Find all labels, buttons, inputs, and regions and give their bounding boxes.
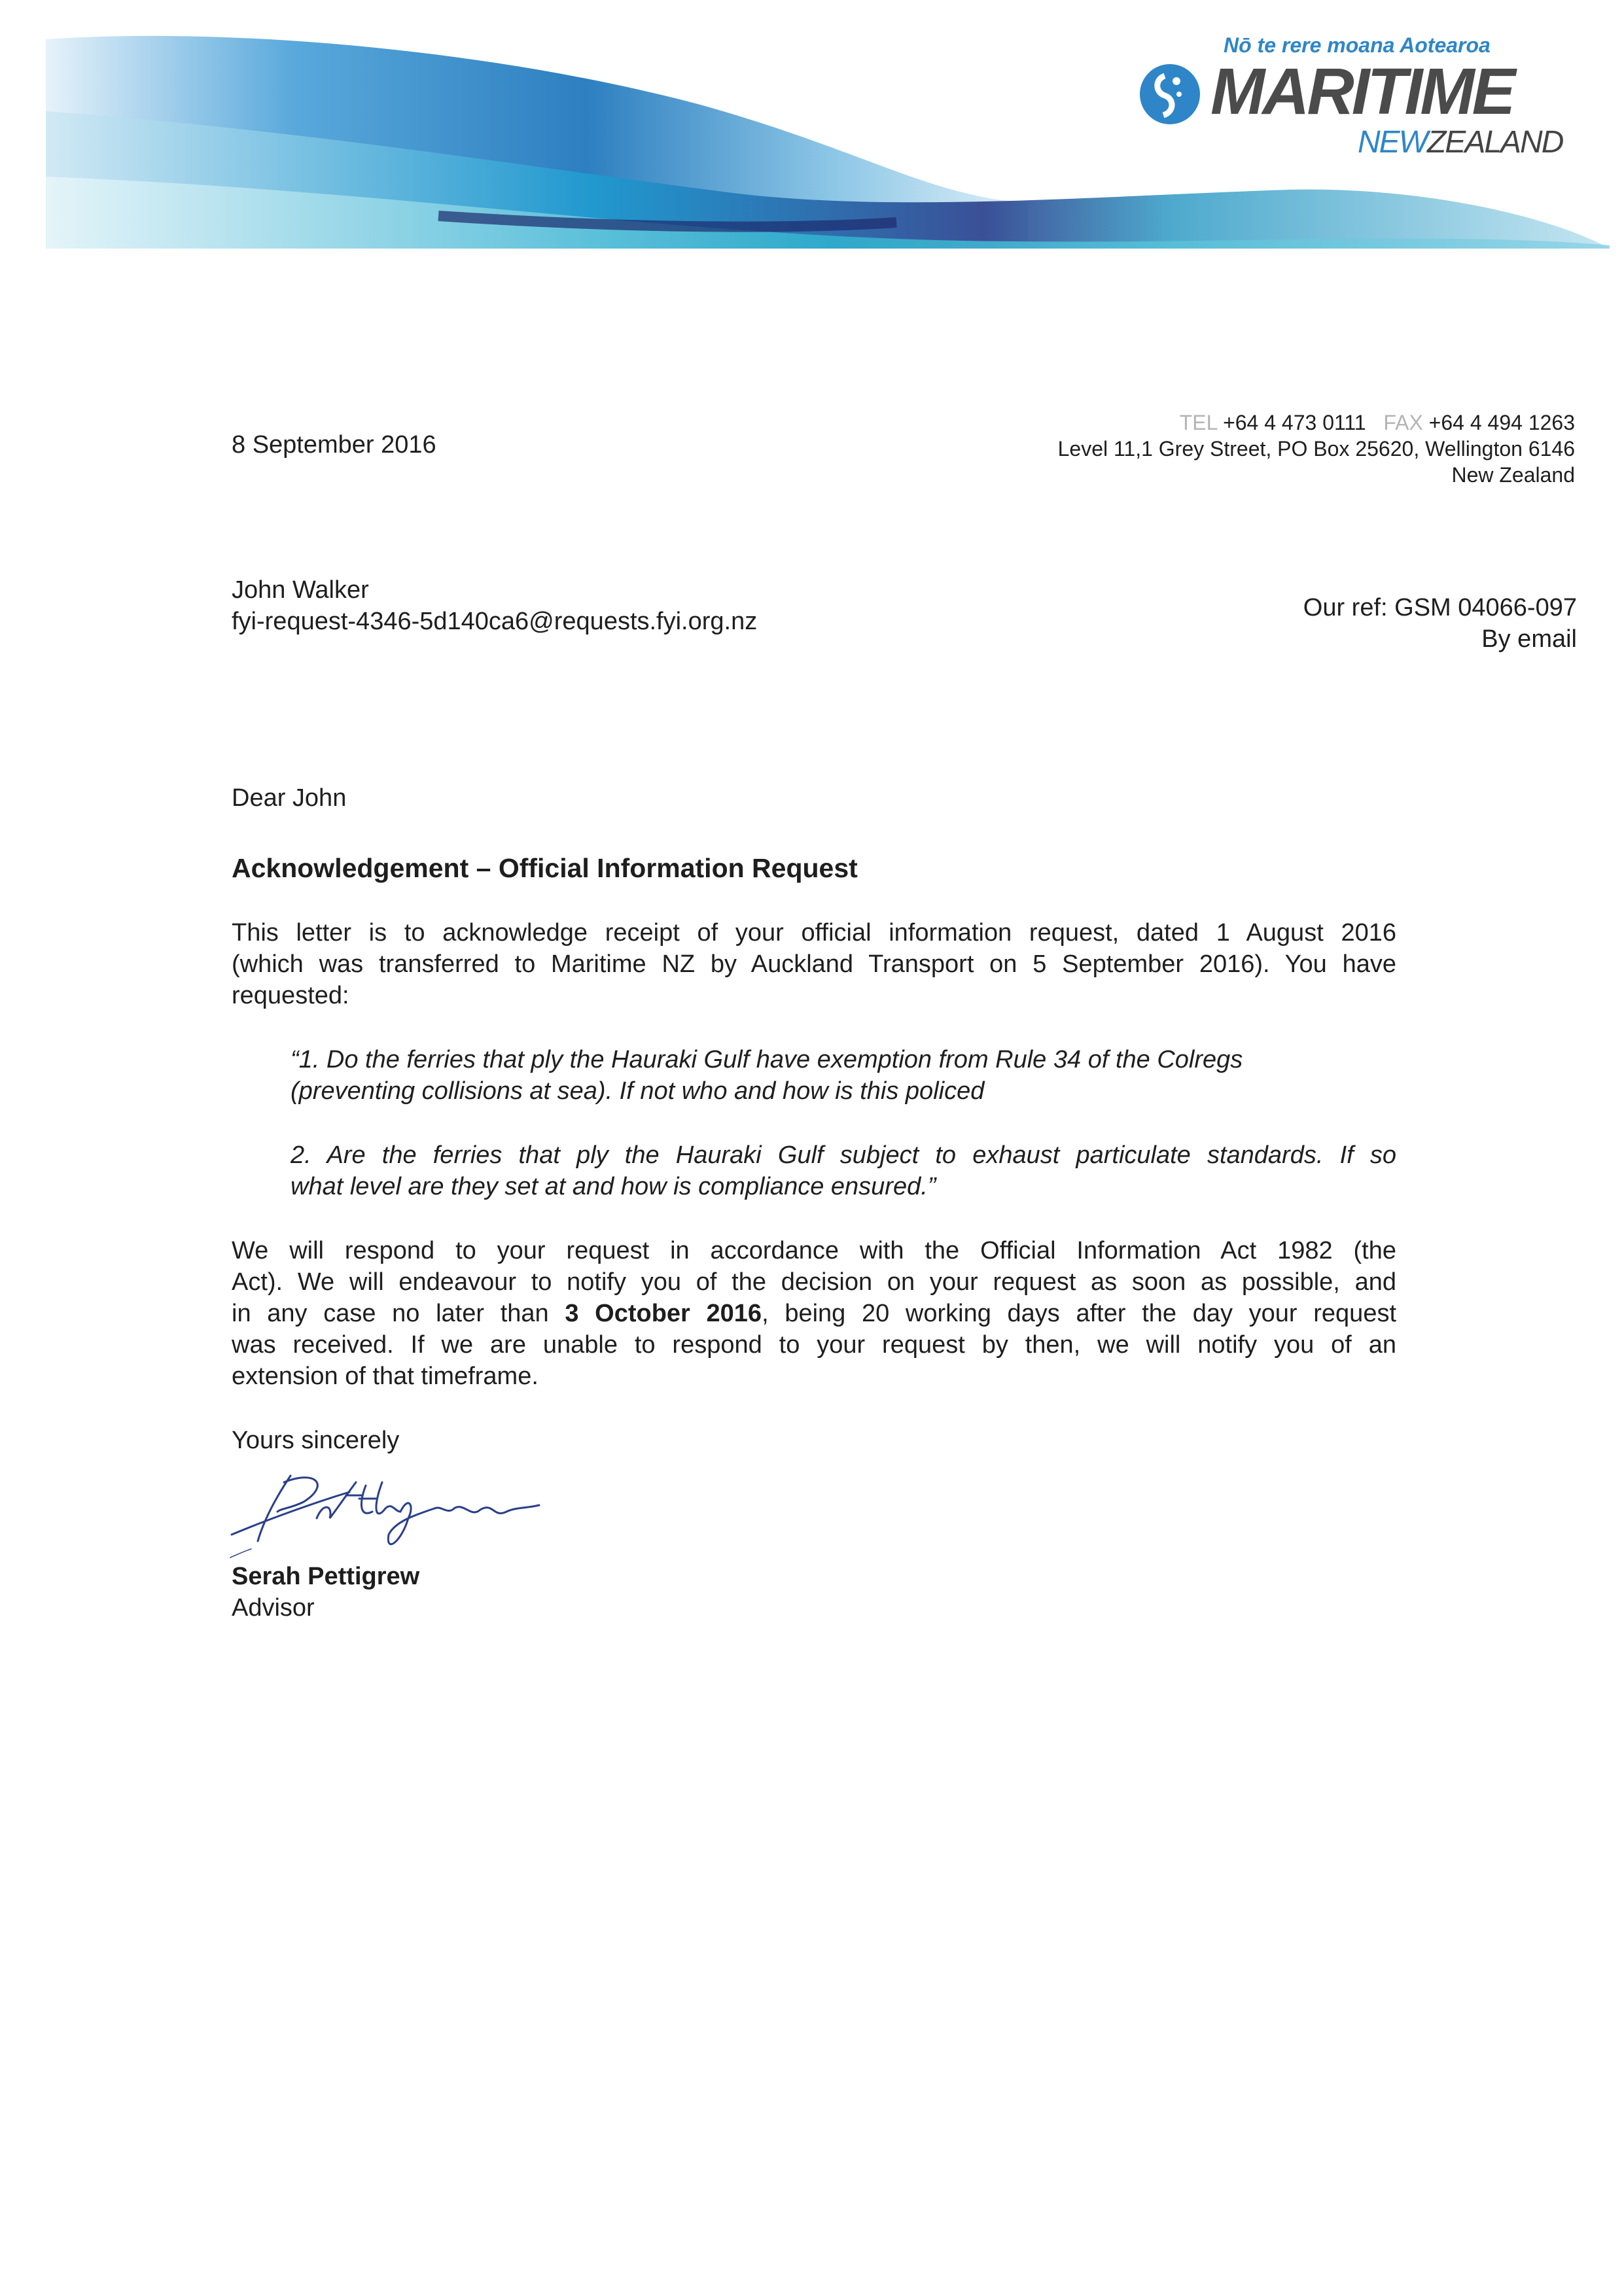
logo-sub-zealand: ZEALAND (1426, 125, 1563, 160)
quote2-line: 2. Are the ferries that ply the Hauraki Gulf subject to exhaust particulate standards. If so (291, 1141, 1396, 1169)
letter-date: 8 September 2016 (232, 431, 436, 459)
tel-label: TEL (1179, 411, 1218, 434)
para1-line: requested: (232, 982, 349, 1009)
letter-body (232, 782, 1396, 1624)
paragraph-2 (232, 1235, 1396, 1392)
recipient-email: fyi-request-4346-5d140ca6@requests.fyi.org.nz (232, 608, 758, 635)
contact-block (1058, 409, 1575, 488)
logo-wordmark: MARITIME (1210, 55, 1513, 128)
signer-title: Advisor (232, 1594, 315, 1622)
para2-line: Act). We will endeavour to notify you of the decision on your request as soon as possible, and (232, 1268, 1396, 1296)
delivery-method: By email (1481, 625, 1577, 653)
salutation: Dear John (232, 784, 347, 812)
reference-block (1303, 592, 1577, 655)
logo-subtitle (1358, 126, 1562, 160)
fax-label: FAX (1383, 411, 1423, 434)
logo-tagline: Nō te rere moana Aotearoa (1224, 33, 1491, 57)
para2-line (232, 1298, 1396, 1329)
signature (219, 1463, 572, 1561)
closing: Yours sincerely (232, 1427, 400, 1454)
logo (1210, 33, 1562, 160)
para2-line: was received. If we are unable to respond to your request by then, we will notify you of an (232, 1331, 1396, 1359)
our-ref: Our ref: GSM 04066-097 (1303, 594, 1577, 621)
recipient-name: John Walker (232, 576, 369, 604)
signer-block (232, 1561, 1396, 1624)
logo-emblem-icon (1139, 63, 1201, 126)
phone-line (1058, 409, 1575, 436)
signer-name: Serah Pettigrew (232, 1563, 420, 1590)
tel-number: +64 4 473 0111 (1223, 411, 1366, 434)
quote1-line: (preventing collisions at sea). If not who and how is this policed (291, 1077, 985, 1105)
para2-line3-post: , being 20 working days after the day your request (762, 1300, 1397, 1327)
paragraph-1 (232, 917, 1396, 1011)
quote-item-2 (291, 1139, 1396, 1202)
deadline-date: 3 October 2016 (565, 1300, 762, 1327)
fax-number: +64 4 494 1263 (1428, 411, 1575, 434)
letter-heading: Acknowledgement – Official Information Request (232, 853, 858, 883)
quote2-line: what level are they set at and how is compliance ensured.” (291, 1173, 936, 1200)
para1-line: This letter is to acknowledge receipt of your official information request, dated 1 August 2016 (232, 919, 1396, 947)
para2-line: extension of that timeframe. (232, 1363, 538, 1390)
address: Level 11,1 Grey Street, PO Box 25620, Wellington 6146 (1057, 437, 1575, 461)
quote-item-1 (291, 1044, 1396, 1107)
para1-line: (which was transferred to Maritime NZ by Auckland Transport on 5 September 2016). You have (232, 950, 1396, 978)
para2-line: We will respond to your request in accordance with the Official Information Act 1982 (the (232, 1237, 1396, 1264)
para2-line3-pre: in any case no later than (232, 1300, 565, 1327)
recipient-block (232, 574, 757, 637)
logo-sub-new: NEW (1358, 125, 1427, 160)
country: New Zealand (1451, 463, 1575, 487)
quote1-line: “1. Do the ferries that ply the Hauraki Gulf have exemption from Rule 34 of the Colregs (291, 1046, 1243, 1073)
